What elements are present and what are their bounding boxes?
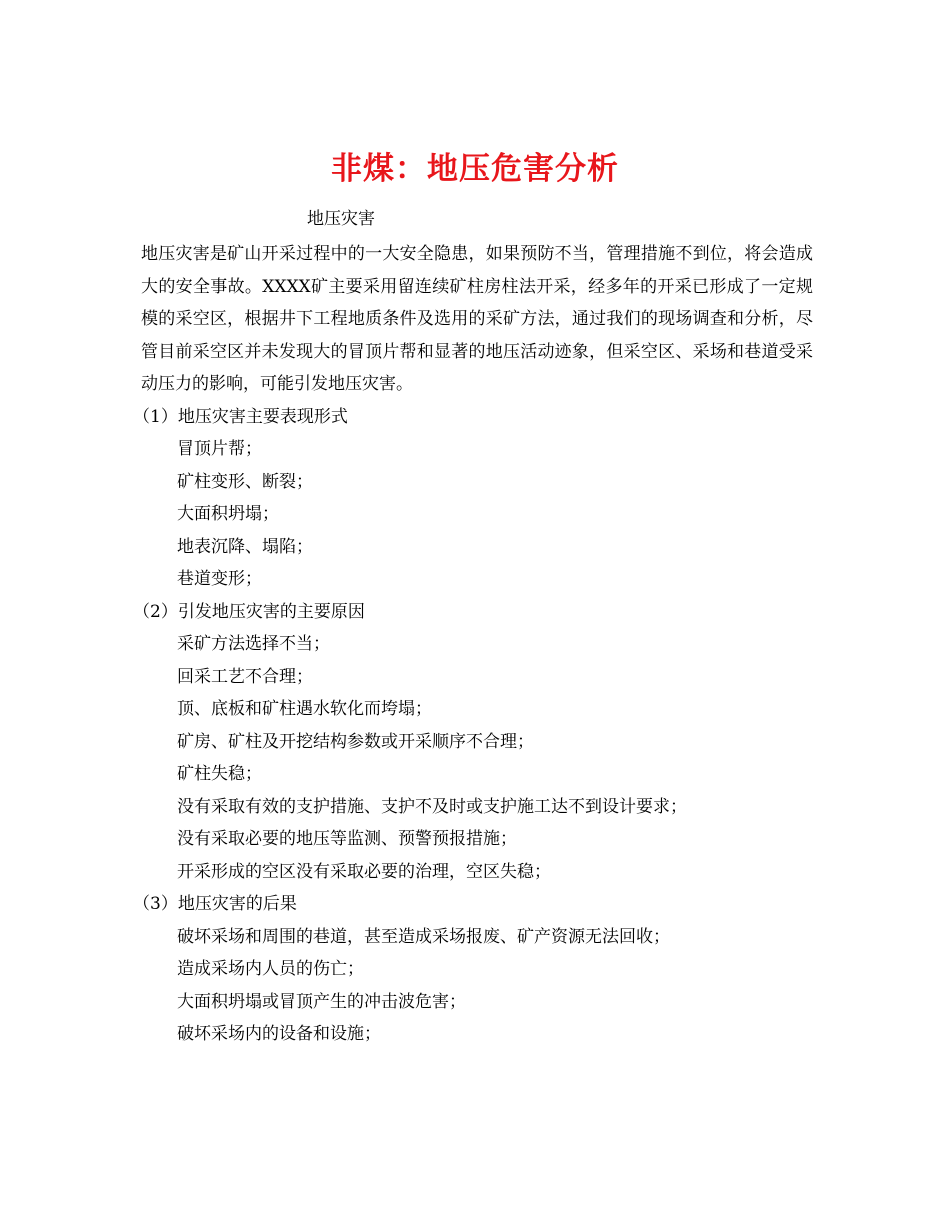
section-item-list — [141, 628, 813, 888]
section-manifestations — [133, 401, 813, 596]
list-item: 破坏采场和周围的巷道，甚至造成采场报废、矿产资源无法回收； — [177, 926, 670, 947]
list-item: 造成采场内人员的伤亡； — [177, 959, 364, 979]
list-item: 大面积坍塌； — [177, 504, 279, 524]
section-heading: （1）地压灾害主要表现形式 — [133, 406, 348, 427]
list-item: 破坏采场内的设备和设施； — [177, 1024, 381, 1044]
section-item-list — [141, 921, 813, 1051]
list-item: 矿柱失稳； — [177, 764, 262, 784]
intro-paragraph: 地压灾害是矿山开采过程中的一大安全隐患，如果预防不当，管理措施不到位，将会造成大的安全事故。XXXX矿主要采用留连续矿柱房柱法开采，经多年的开采已形成了一定规模的采空区，根据井下工程地质条件及选用的采矿方法，通过我们的现场调查和分析，尽管目前采空区并未发现大的冒顶片帮和显著的地压活动迹象，但采空区、采场和巷道受采动压力的影响，可能引发地压灾害。 — [141, 244, 813, 394]
list-item: 矿柱变形、断裂； — [177, 471, 313, 492]
document-body — [133, 238, 813, 1051]
section-item-list — [141, 433, 813, 596]
document-title: 非煤：地压危害分析 — [331, 150, 619, 187]
list-item: 开采形成的空区没有采取必要的治理，空区失稳； — [177, 861, 551, 882]
list-item: 地表沉降、塌陷； — [177, 536, 313, 557]
list-item: 回采工艺不合理； — [177, 666, 313, 687]
section-causes — [133, 596, 813, 889]
section-consequences — [133, 888, 813, 1051]
list-item: 大面积坍塌或冒顶产生的冲击波危害； — [177, 991, 466, 1012]
section-heading: （2）引发地压灾害的主要原因 — [133, 601, 365, 622]
list-item: 巷道变形； — [177, 569, 262, 589]
document-subtitle: 地压灾害 — [307, 209, 375, 229]
list-item: 矿房、矿柱及开挖结构参数或开采顺序不合理； — [177, 731, 534, 752]
list-item: 冒顶片帮； — [177, 439, 262, 459]
list-item: 没有采取有效的支护措施、支护不及时或支护施工达不到设计要求； — [177, 796, 687, 817]
list-item: 采矿方法选择不当； — [177, 634, 330, 654]
section-heading: （3）地压灾害的后果 — [133, 894, 297, 914]
list-item: 没有采取必要的地压等监测、预警预报措施； — [177, 829, 517, 849]
list-item: 顶、底板和矿柱遇水软化而垮塌； — [177, 699, 432, 719]
